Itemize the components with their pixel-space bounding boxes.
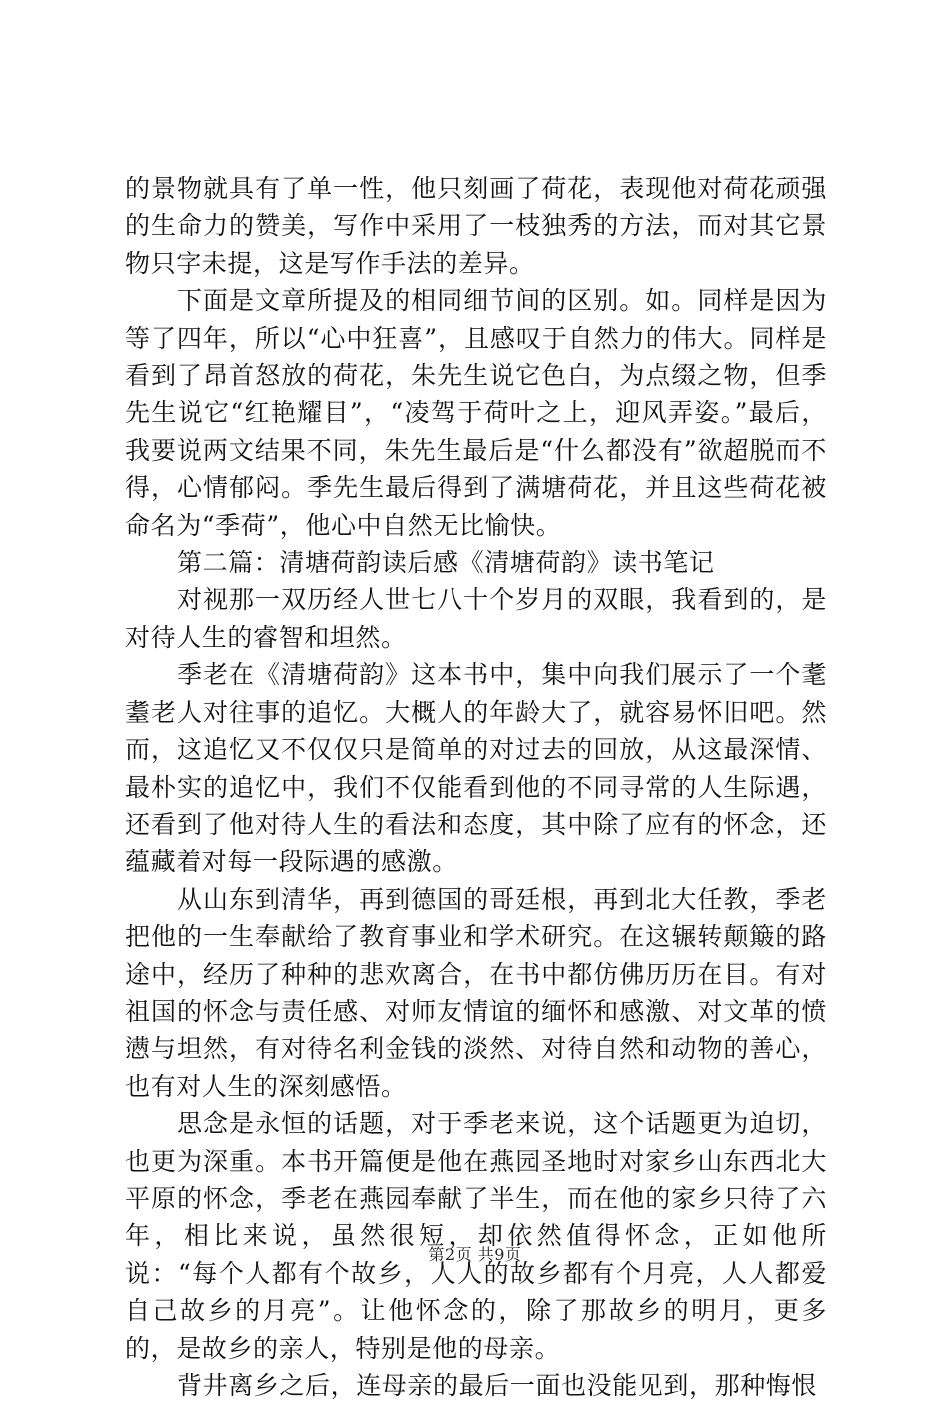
section-heading: 第二篇：清塘荷韵读后感《清塘荷韵》读书笔记 — [177, 548, 715, 578]
paragraph-4: 季老在《清塘荷韵》这本书中，集中向我们展示了一个耄耋老人对往事的追忆。大概人的年龄大了，就容易怀旧吧。然而，这追忆又不仅仅只是简单的对过去的回放，从这最深情、最朴实的追忆中，我们不仅能看到他的不同寻常的人生际遇，还看到了他对待人生的看法和态度，其中除了应有的怀念，还蕴藏着对每一段际遇的感激。 — [125, 660, 827, 877]
paragraph-5: 从山东到清华，再到德国的哥廷根，再到北大任教，季老把他的一生奉献给了教育事业和学术研究。在这辗转颠簸的路途中，经历了种种的悲欢离合，在书中都仿佛历历在目。有对祖国的怀念与责任感、对师友情谊的缅怀和感激、对文革的愤懑与坦然，有对待名利金钱的淡然、对待自然和动物的善心，也有对人生的深刻感悟。 — [125, 884, 827, 1101]
paragraph-7: 背井离乡之后，连母亲的最后一面也没能见到，那种悔恨 — [177, 1371, 818, 1400]
paragraph-6: 思念是永恒的话题，对于季老来说，这个话题更为迫切，也更为深重。本书开篇便是他在燕园圣地时对家乡山东西北大平原的怀念，季老在燕园奉献了半生，而在他的家乡只待了六年，相比来说，虽然很短，却依然值得怀念，正如他所说：“每个人都有个故乡，人人的故乡都有个月亮，人人都爱自己故乡的月亮”。让他怀念的，除了那故乡的明月，更多的，是故乡的亲人，特别是他的母亲。 — [125, 1109, 827, 1363]
paragraph-3: 对视那一双历经人世七八十个岁月的双眼，我看到的，是对待人生的睿智和坦然。 — [125, 585, 827, 652]
paragraph-2: 下面是文章所提及的相同细节间的区别。如。同样是因为等了四年，所以“心中狂喜”，且感叹于自然力的伟大。同样是看到了昂首怒放的荷花，朱先生说它色白，为点缀之物，但季先生说它“红艳耀目”，“凌驾于荷叶之上，迎风弄姿。”最后，我要说两文结果不同，朱先生最后是“什么都没有”欲超脱而不得，心情郁闷。季先生最后得到了满塘荷花，并且这些荷花被命名为“季荷”，他心中自然无比愉快。 — [125, 286, 827, 540]
paragraph-1: 的景物就具有了单一性，他只刻画了荷花，表现他对荷花顽强的生命力的赞美，写作中采用了一枝独秀的方法，而对其它景物只字未提，这是写作手法的差异。 — [125, 174, 827, 278]
page-number-footer: 第2页 共9页 — [428, 1245, 522, 1264]
document-body — [125, 170, 827, 1404]
